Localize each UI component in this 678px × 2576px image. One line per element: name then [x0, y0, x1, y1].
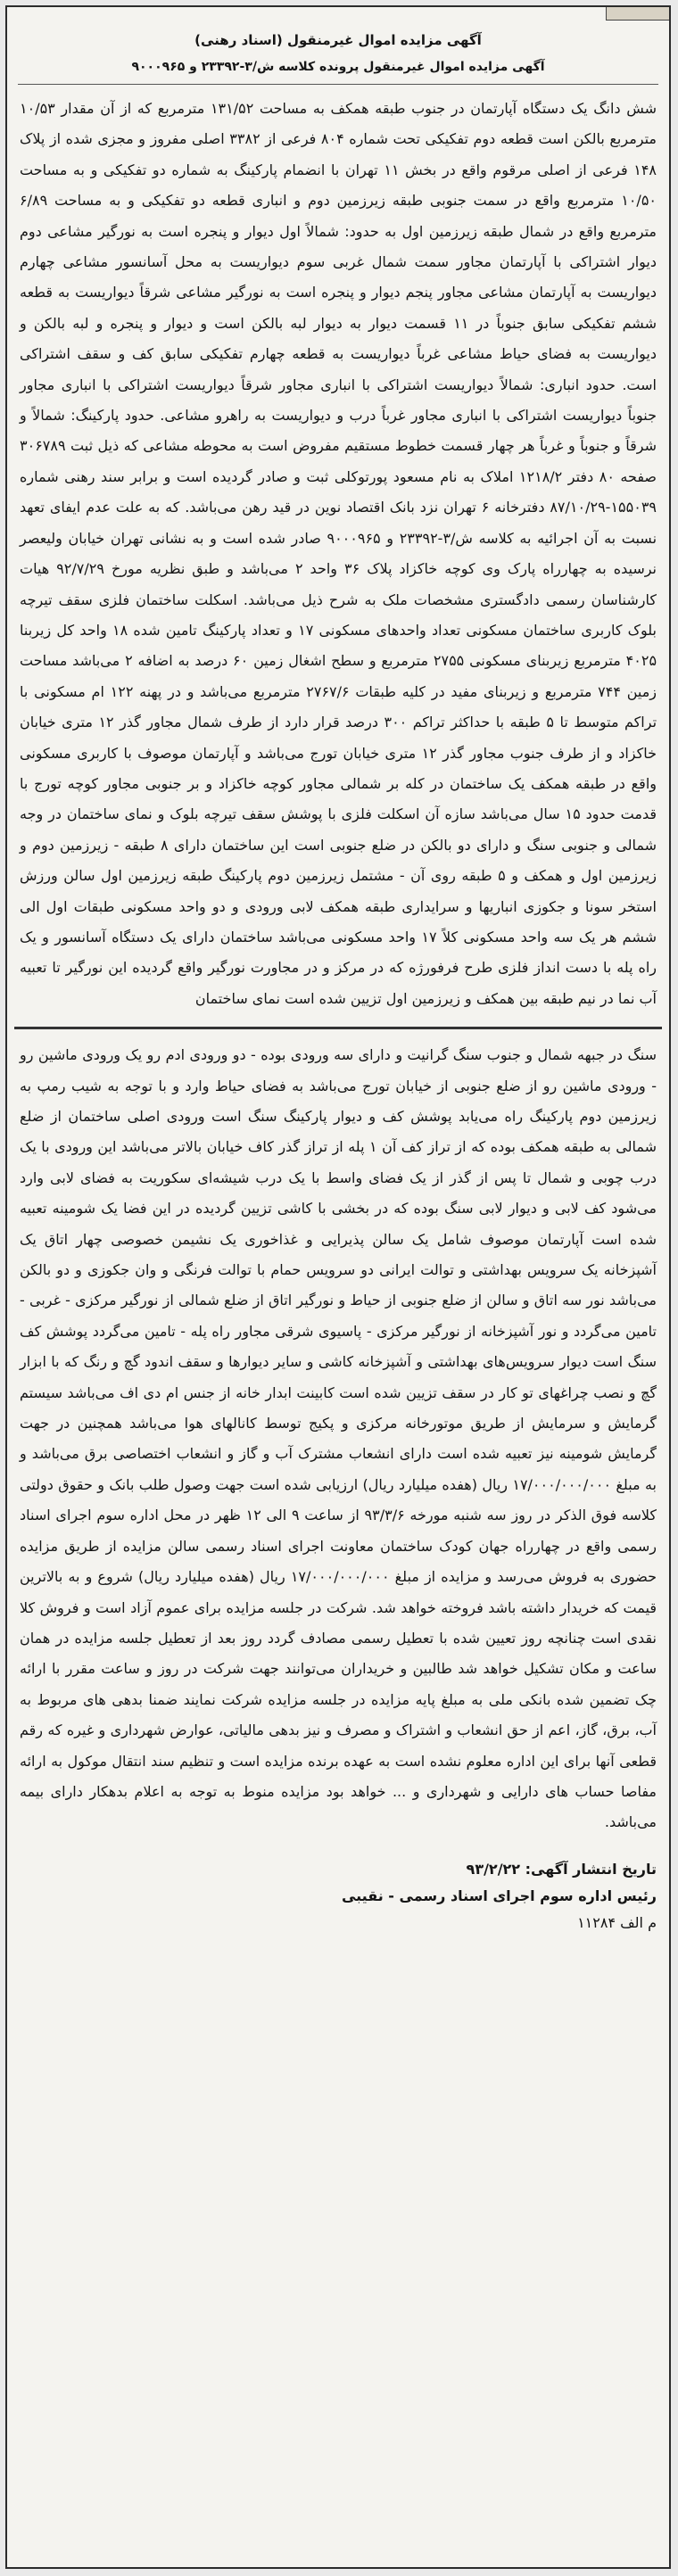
notice-body-part-1: شش دانگ یک دستگاه آپارتمان در جنوب طبقه همکف به مساحت ۱۳۱/۵۲ مترمربع که از آن مقدار ۱۰/۵۳ مترمربع بالکن است قطعه دوم تفکیکی تحت شماره ۸۰۴ فرعی از ۳۳۸۲ اصلی مفروز و مجزی شده از پلاک ۱۴۸ فرعی از اصلی مرقوم واقع در بخش ۱۱ تهران با انضمام پارکینگ به شماره دو تفکیکی و به مساحت ۱۰/۵۰ مترمربع واقع در سمت جنوبی طبقه زیرزمین دوم و انباری قطعه دو تفکیکی و به مساحت ۶/۸۹ مترمربع واقع در شمال طبقه زیرزمین اول به حدود: شمالاً اول دیوار و پنجره است به نورگیر مشاعی دوم دیوار اشتراکی با آپارتمان مجاور سمت شمال غربی سوم دیواریست به محل آسانسور مشاعی چهارم دیواریست به آپارتمان مشاعی مجاور پنجم دیوار و پنجره است به نورگیر مشاعی شرقاً دیواریست به قطعه ششم تفکیکی سابق جنوباً در ۱۱ قسمت دیوار به دیوار لبه بالکن است و دیوار و پنجره و لبه بالکن و دیواریست به فضای حیاط مشاعی غرباً دیواریست به قطعه چهارم تفکیکی سابق کف و سقف اشتراکی است. حدود انباری: شمالاً دیواریست اشتراکی با انباری مجاور شرقاً دیواریست اشتراکی با انباری مجاور جنوباً دیواریست اشتراکی با انباری مجاور غرباً درب و دیواریست به راهرو مشاعی. حدود پارکینگ: شمالاً و شرقاً و جنوباً و غرباً هر چهار قسمت خطوط مستقیم مفروض است به محوطه مشاعی که ذیل ثبت ۳۰۶۷۸۹ صفحه ۸۰ دفتر ۱۲۱۸/۲ املاک به نام مسعود پورتوکلی ثبت و صادر گردیده است و برابر سند رهنی شماره ۱۵۵۰۳۹-۸۷/۱۰/۲۹ دفترخانه ۶ تهران نزد بانک اقتصاد نوین در قید رهن می‌باشد. که به علت عدم ایفای تعهد نسبت به آن اجرائیه به کلاسه ش/۳-۲۳۳۹۲ و ۹۰۰۰۹۶۵ صادر شده است و به نشانی تهران خیابان ولیعصر نرسیده به چهارراه پارک وی کوچه خاکزاد پلاک ۳۶ واحد ۲ می‌باشد و طبق نظریه مورخ ۹۲/۷/۲۹ هیات کارشناسان رسمی دادگستری مشخصات ملک به شرح ذیل می‌باشد. اسکلت ساختمان فلزی سقف تیرچه بلوک کاربری ساختمان مسکونی تعداد واحدهای مسکونی ۱۷ و تعداد پارکینگ تامین شده ۱۸ واحد کل زیربنا ۴۰۲۵ مترمربع زیربنای مسکونی ۲۷۵۵ مترمربع و سطح اشغال زمین ۶۰ درصد به اضافه ۲ می‌باشد مساحت زمین ۷۴۴ مترمربع و زیربنای مفید در کلیه طبقات ۲۷۶۷/۶ مترمربع می‌باشد و در پهنه ۱۲۲ ام مسکونی با تراکم متوسط تا ۵ طبقه با حداکثر تراکم ۳۰۰ درصد قرار دارد از طرف شمال مجاور گذر ۱۲ متری خیابان خاکزاد و از طرف جنوب مجاور گذر ۱۲ متری خیابان تورج می‌باشد و آپارتمان موصوف با کاربری مسکونی واقع در طبقه همکف یک ساختمان در کله بر شمالی مجاور کوچه خاکزاد و بر جنوبی مجاور کوچه تورج با قدمت حدود ۱۵ سال می‌باشد سازه آن اسکلت فلزی با پوشش سقف تیرچه بلوک و نمای ساختمان در وجه شمالی و جنوبی سنگ و دارای دو بالکن در ضلع جنوبی است این ساختمان دارای ۸ طبقه - زیرزمین دوم و زیرزمین اول و همکف و ۵ طبقه روی آن - مشتمل زیرزمین دوم پارکینگ طبقه زیرزمین اول سالن ورزش استخر سونا و جکوزی انباریها و سرایداری طبقه همکف لابی ورودی و دو واحد مسکونی طبقات اول الی ششم هر یک سه واحد مسکونی کلاً ۱۷ واحد مسکونی می‌باشد ساختمان دارای یک دستگاه آسانسور و یک راه پله با دست انداز فلزی طرح فرفورژه که در مرکز و در مجاورت نورگیر واقع گردیده این نورگیر تا تعبیه آب نما در نیم طبقه بین همکف و زیرزمین اول تزیین شده است نمای ساختمان [20, 100, 657, 1007]
notice-body-part-2: سنگ در جبهه شمال و جنوب سنگ گرانیت و دارای سه ورودی بوده - دو ورودی ادم رو یک ورودی ماشین رو - ورودی ماشین رو از ضلع جنوبی از خیابان تورج می‌باشد به فضای حیاط وارد و با توجه به شیب رمپ به زیرزمین دوم پارکینگ راه می‌یابد پوشش کف و دیوار پارکینگ سنگ است ورودی اصلی ساختمان از ضلع شمالی به طبقه همکف بوده که از تراز کف آن ۱ پله از تراز گذر کاف خیابان بالاتر می‌باشد این ورودی با یک درب چوبی و شمال تا پس از گذر از یک فضای واسط با یک درب شیشه‌ای سکوریت به فضای لابی وارد می‌شود کف لابی و دیوار لابی سنگ بوده که در بخشی با کاشی تزیین گردیده در این فضا یک شومینه تعبیه شده است آپارتمان موصوف شامل یک سالن پذیرایی و غذاخوری یک نشیمن خصوصی چهار اتاق یک آشپزخانه یک سرویس بهداشتی و توالت ایرانی دو سرویس حمام با توالت فرنگی و وان جکوزی و دو بالکن می‌باشد نور سه اتاق و سالن از ضلع جنوبی از حیاط و نورگیر اتاق از ضلع شمالی از نورگیر مرکزی - غربی - تامین می‌گردد و نور آشپزخانه از نورگیر مرکزی - پاسیوی شرقی مجاور راه پله - تامین می‌گردد پوشش کف سنگ است دیوار سرویس‌های بهداشتی و آشپزخانه کاشی و سایر دیوارها و سقف اندود گچ و رنگ که با ابزار گچ و نصب چراغهای تو کار در سقف تزیین شده است کابینت ابدار خانه از جنس ام دی اف می‌باشد سیستم گرمایش و سرمایش از طریق موتورخانه مرکزی و پکیج توسط کانالهای هوا می‌باشد همچنین در جهت گرمایش شومینه نیز تعبیه شده است دارای انشعاب مشترک آب و گاز و انشعاب اختصاصی برق می‌باشد و به مبلغ ۱۷/۰۰۰/۰۰۰/۰۰۰ ریال (هفده میلیارد ریال) ارزیابی شده است جهت وصول طلب بانک و حقوق دولتی کلاسه فوق الذکر در روز سه شنبه مورخه ۹۳/۳/۶ از ساعت ۹ الی ۱۲ ظهر در محل اداره سوم اجرای اسناد رسمی واقع در چهارراه جهان کودک ساختمان معاونت اجرای اسناد رسمی سالن مزایده از طریق مزایده حضوری به فروش می‌رسد و مزایده از مبلغ ۱۷/۰۰۰/۰۰۰/۰۰۰ ریال (هفده میلیارد ریال) شروع و به بالاترین قیمت که خریدار داشته باشد فروخته خواهد شد. شرکت در جلسه مزایده برای عموم آزاد است و فروش کلا نقدی است چنانچه روز تعیین شده با تعطیل رسمی مصادف گردد روز بعد از تعطیل جلسه مزایده در همان ساعت و مکان تشکیل خواهد شد طالبین و خریداران می‌توانند جهت شرکت در روز و ساعت مقرر با ارائه چک تضمین شده بانکی ملی به مبلغ پایه مزایده در جلسه مزایده شرکت نمایند ضمنا بدهی های مربوط به آب، برق، گاز، اعم از حق انشعاب و اشتراک و مصرف و نیز بدهی مالیاتی، عوارض شهرداری و غیره که رقم قطعی آنها برای این اداره معلوم نشده است به عهده برنده مزایده است و تنظیم سند انتقال موکول به ارائه مفاصا حساب های دارایی و شهرداری و ... خواهد بود مزایده منوط به توجه به اعلام بدهکار دارای بیمه می‌باشد. [20, 1046, 657, 1831]
notice-code: م الف ۱۱۲۸۴ [577, 1913, 657, 1931]
notice-title: آگهی مزایده اموال غیرمنقول (اسناد رهنی) [194, 32, 482, 48]
publish-date: تاریخ انتشار آگهی: ۹۳/۲/۲۲ [466, 1860, 657, 1878]
corner-tag [606, 7, 669, 21]
newspaper-clipping [5, 5, 671, 2569]
notice-subtitle: آگهی مزایده اموال غیرمنقول پرونده کلاسه ش/۳-۲۳۳۹۲ و ۹۰۰۰۹۶۵ [18, 57, 658, 85]
notice-footer [20, 1856, 657, 1936]
issuer-signature: رئیس اداره سوم اجرای اسناد رسمی - نقیبی [341, 1887, 657, 1904]
column-divider [14, 1027, 662, 1029]
